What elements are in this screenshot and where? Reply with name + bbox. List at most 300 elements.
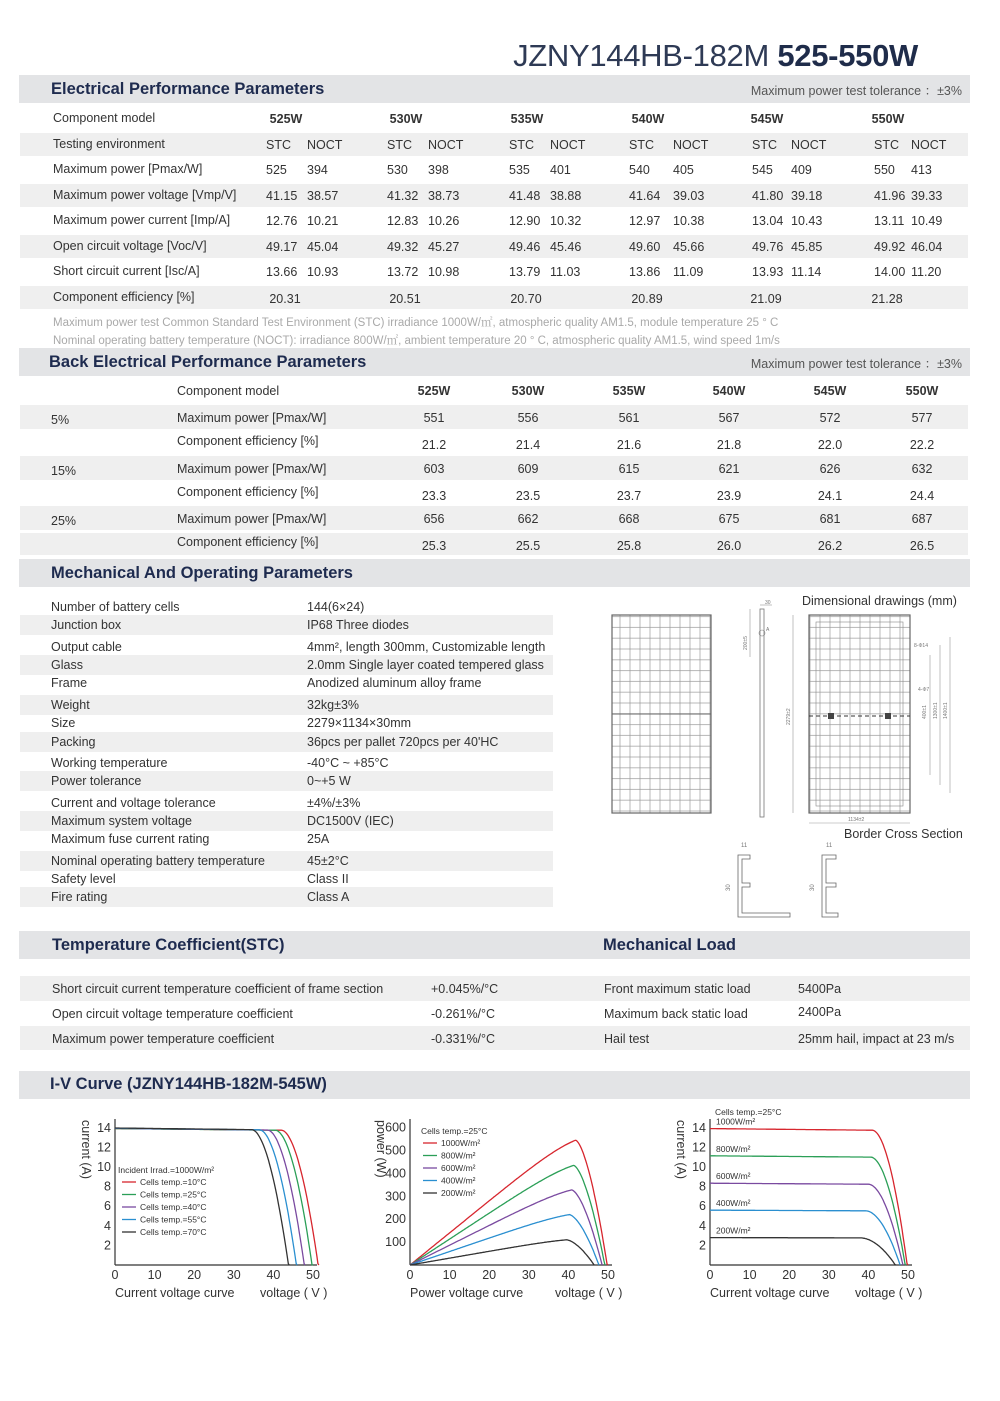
temperature-row-label: Maximum power temperature coefficient (52, 1032, 275, 1046)
y-tick-label: 10 (692, 1160, 706, 1175)
mechanical-row-label: Nominal operating battery temperature (51, 854, 266, 868)
electrical-value: 11.14 (791, 265, 822, 279)
electrical-value: 45.46 (550, 240, 582, 254)
electrical-value: 39.18 (791, 189, 823, 203)
mechanical-row-value: Class A (307, 890, 350, 904)
electrical-value: 10.98 (428, 265, 460, 279)
y-tick-label: 8 (104, 1179, 111, 1194)
mechanical-row-label: Power tolerance (51, 774, 142, 788)
y-tick-label: 10 (97, 1160, 111, 1175)
back-model-header: 525W (417, 384, 451, 398)
mechanical-row-value: 4mm², length 300mm, Customizable length (307, 640, 546, 654)
mechanical-row-label: Working temperature (51, 756, 168, 770)
iv-section-bar (19, 1071, 970, 1099)
panel-side-view (743, 600, 772, 817)
electrical-row-label: Component model (53, 111, 156, 125)
bifacial-gain-label: 5% (51, 413, 70, 427)
y-axis-label: current (A) (674, 1120, 688, 1180)
series-line-2 (410, 1190, 602, 1265)
mechanical-row-label: Junction box (51, 618, 122, 632)
model-header: 540W (631, 112, 665, 126)
electrical-value: 39.33 (911, 189, 943, 203)
series-line-3 (410, 1215, 599, 1265)
back-model-header: 535W (612, 384, 646, 398)
frame-cross-section-2 (810, 843, 838, 917)
dim-400-label: 400±1 (922, 705, 928, 719)
hole-4-label: 4-Φ7 (918, 687, 930, 693)
model-header: 535W (510, 112, 544, 126)
curve-label: 1000W/m² (716, 1116, 756, 1127)
electrical-value: 14.00 (874, 265, 906, 279)
electrical-value: 13.93 (752, 265, 784, 279)
electrical-value: 41.64 (629, 189, 661, 203)
y-tick-label: 14 (97, 1120, 111, 1135)
electrical-value: 11.03 (550, 265, 581, 279)
y-tick-label: 2 (104, 1238, 111, 1253)
back-power-value: 556 (517, 411, 539, 425)
iv-chart-temperature (70, 1100, 340, 1310)
x-tick-label: 0 (111, 1268, 119, 1282)
electrical-value: 409 (791, 163, 812, 177)
noct-note: Nominal operating battery temperature (NOCT): irradiance 800W/㎡, ambient temperature 20 ° C, atmospheric quality AM1.5, wind speed 1m/s (53, 335, 780, 347)
electrical-row-label: Component efficiency [%] (53, 290, 195, 304)
legend-label: Cells temp.=25°C (140, 1189, 207, 1200)
electrical-value: 38.57 (307, 189, 339, 203)
efficiency-value: 21.28 (871, 292, 903, 306)
back-efficiency-value: 21.6 (616, 438, 642, 452)
model-name: JZNY144HB-182M (513, 38, 770, 73)
electrical-value: NOCT (911, 138, 947, 152)
back-power-label: Maximum power [Pmax/W] (177, 411, 327, 425)
back-efficiency-label: Component efficiency [%] (177, 535, 319, 549)
panel-back-view (786, 615, 950, 823)
x-tick-label: 10 (147, 1268, 162, 1282)
load-row-value: 25mm hail, impact at 23 m/s (798, 1032, 955, 1046)
legend-label: 1000W/m² (441, 1138, 481, 1148)
electrical-value: 12.97 (629, 214, 661, 228)
mechanical-row-label: Maximum fuse current rating (51, 832, 210, 846)
legend-label: Cells temp.=40°C (140, 1202, 207, 1212)
x-tick-label: 40 (861, 1268, 876, 1282)
back-power-value: 567 (718, 411, 740, 425)
mechanical-row-value: Class II (307, 872, 349, 886)
back-power-value: 551 (423, 411, 445, 425)
dim-200-label: 200±5 (743, 636, 749, 650)
back-efficiency-value: 21.4 (515, 438, 541, 452)
electrical-value: NOCT (307, 138, 343, 152)
back-model-label: Component model (177, 384, 280, 398)
back-power-value: 577 (911, 411, 933, 425)
back-model-header: 545W (813, 384, 847, 398)
back-efficiency-value: 21.8 (716, 438, 742, 452)
electrical-row-label: Maximum power [Pmax/W] (53, 162, 203, 176)
back-efficiency-value: 23.9 (716, 489, 742, 503)
model-header: 550W (871, 112, 905, 126)
mechanical-row-value: Anodized aluminum alloy frame (307, 676, 482, 690)
back-section-bar (19, 348, 970, 376)
electrical-value: 530 (387, 163, 408, 177)
electrical-value: 11.20 (911, 265, 942, 279)
model-header: 525W (269, 112, 303, 126)
y-axis-label: power (W) (374, 1120, 388, 1178)
x-axis-caption: Current voltage curve (710, 1286, 830, 1300)
back-efficiency-value: 24.4 (909, 489, 935, 503)
back-model-header: 550W (905, 384, 939, 398)
electrical-value: STC (752, 138, 777, 152)
mechanical-section-bar (19, 559, 970, 587)
x-tick-label: 50 (601, 1268, 615, 1282)
legend-label: Cells temp.=55°C (140, 1214, 207, 1225)
back-power-value: 687 (911, 512, 933, 526)
temperature-row-value: +0.045%/°C (431, 982, 499, 996)
y-tick-label: 14 (692, 1120, 706, 1135)
y-tick-label: 600 (385, 1120, 406, 1135)
electrical-value: 13.79 (509, 265, 541, 279)
electrical-value: 41.80 (752, 189, 784, 203)
x-tick-label: 30 (521, 1268, 536, 1282)
y-tick-label: 6 (104, 1199, 111, 1214)
x-tick-label: 40 (561, 1268, 576, 1282)
electrical-value: 49.17 (266, 240, 298, 254)
mechanical-row-value: 32kg±3% (307, 698, 360, 712)
dim-1400-label: 1400±1 (943, 702, 949, 719)
back-power-value: 609 (517, 462, 539, 476)
load-section-title: Mechanical Load (603, 936, 736, 954)
back-efficiency-label: Component efficiency [%] (177, 434, 319, 448)
x-axis-label: voltage ( V ) (260, 1286, 328, 1300)
x-tick-label: 20 (782, 1268, 797, 1282)
bifacial-gain-label: 15% (51, 464, 77, 478)
mechanical-row-value: 25A (307, 832, 330, 846)
efficiency-value: 21.09 (750, 292, 782, 306)
mechanical-row-value: 45±2°C (307, 854, 349, 868)
efficiency-value: 20.70 (510, 292, 542, 306)
legend-title: Cells temp.=25°C (421, 1126, 488, 1136)
back-efficiency-value: 26.2 (817, 539, 843, 553)
electrical-row-label: Maximum power current [Imp/A] (53, 213, 231, 227)
legend-label: 600W/m² (441, 1163, 476, 1173)
series-line-4 (710, 1238, 896, 1265)
back-model-header: 540W (712, 384, 746, 398)
electrical-value: 10.38 (673, 214, 705, 228)
mechanical-row-value: 2279×1134×30mm (307, 716, 412, 730)
temperature-row-value: -0.261%/°C (431, 1007, 496, 1021)
electrical-value: 49.92 (874, 240, 906, 254)
y-tick-label: 4 (699, 1218, 706, 1233)
y-tick-label: 400 (385, 1166, 406, 1181)
panel-front-view (612, 615, 711, 813)
temperature-section-title: Temperature Coefficient(STC) (52, 936, 285, 954)
electrical-value: 45.04 (307, 240, 339, 254)
drawing-title: Dimensional drawings (mm) (802, 594, 957, 608)
iv-section-title: I-V Curve (JZNY144HB-182M-545W) (50, 1075, 327, 1093)
electrical-value: 41.15 (266, 189, 298, 203)
x-tick-label: 30 (226, 1268, 241, 1282)
back-efficiency-label: Component efficiency [%] (177, 485, 319, 499)
back-power-value: 675 (718, 512, 740, 526)
efficiency-value: 20.89 (631, 292, 663, 306)
back-efficiency-value: 22.0 (817, 438, 843, 452)
mechanical-row-label: Number of battery cells (51, 600, 180, 614)
electrical-value: 11.09 (673, 265, 704, 279)
cross-section-title: Border Cross Section (844, 827, 963, 841)
mechanical-row-value: IP68 Three diodes (307, 618, 409, 632)
x-axis-label: voltage ( V ) (855, 1286, 923, 1300)
frame-cross-section-1 (726, 843, 790, 917)
back-power-value: 615 (618, 462, 640, 476)
electrical-value: 413 (911, 163, 932, 177)
electrical-value: 45.27 (428, 240, 460, 254)
page-title (513, 38, 918, 74)
electrical-value: 550 (874, 163, 895, 177)
load-row-value: 5400Pa (798, 982, 842, 996)
back-efficiency-value: 24.1 (817, 489, 843, 503)
y-tick-label: 6 (699, 1199, 706, 1214)
dim-2279-label: 2279±2 (786, 708, 792, 725)
mechanical-row-label: Frame (51, 676, 88, 690)
electrical-value: STC (874, 138, 899, 152)
electrical-value: 41.96 (874, 189, 906, 203)
electrical-value: 41.48 (509, 189, 541, 203)
curve-label: 400W/m² (716, 1198, 751, 1209)
legend-label: Cells temp.=10°C (140, 1177, 207, 1187)
y-tick-label: 300 (385, 1189, 406, 1204)
mechanical-row-label: Packing (51, 735, 96, 749)
mechanical-row-label: Current and voltage tolerance (51, 796, 216, 810)
dim-1300-label: 1300±1 (933, 702, 939, 719)
electrical-row-label: Short circuit current [Isc/A] (53, 264, 200, 278)
back-efficiency-value: 26.0 (716, 539, 742, 553)
y-axis-label: current (A) (79, 1120, 93, 1180)
electrical-value: 12.90 (509, 214, 541, 228)
electrical-value: 49.60 (629, 240, 661, 254)
back-efficiency-value: 23.7 (616, 489, 642, 503)
curve-label: 600W/m² (716, 1171, 751, 1182)
electrical-value: 45.66 (673, 240, 705, 254)
electrical-value: STC (509, 138, 534, 152)
electrical-row-label: Testing environment (53, 137, 165, 151)
x-tick-label: 40 (266, 1268, 281, 1282)
cs2-height-label: 30 (810, 884, 816, 891)
hole-8-label: 8-Φ14 (914, 643, 928, 649)
electrical-value: 398 (428, 163, 449, 177)
load-row-label: Maximum back static load (604, 1007, 748, 1021)
mechanical-row-value: DC1500V (IEC) (307, 814, 394, 828)
mechanical-row-label: Weight (51, 698, 90, 712)
legend-label: 800W/m² (441, 1150, 476, 1161)
model-header: 530W (389, 112, 423, 126)
iv-chart-irradiance (665, 1100, 935, 1310)
back-power-value: 561 (618, 411, 640, 425)
curve-label: 800W/m² (716, 1143, 751, 1154)
x-axis-caption: Power voltage curve (410, 1286, 524, 1300)
cs1-width-label: 11 (741, 843, 748, 849)
back-power-value: 656 (423, 512, 445, 526)
mechanical-row-label: Safety level (51, 872, 116, 886)
back-power-label: Maximum power [Pmax/W] (177, 512, 327, 526)
back-power-value: 572 (819, 411, 841, 425)
electrical-value: 10.93 (307, 265, 339, 279)
bifacial-gain-label: 25% (51, 514, 77, 528)
electrical-value: 49.76 (752, 240, 784, 254)
electrical-value: 401 (550, 163, 571, 177)
electrical-value: 10.32 (550, 214, 582, 228)
electrical-row-label: Open circuit voltage [Voc/V] (53, 239, 207, 253)
mechanical-row-label: Glass (51, 658, 83, 672)
x-tick-label: 10 (742, 1268, 757, 1282)
back-efficiency-value: 25.8 (616, 539, 642, 553)
y-tick-label: 8 (699, 1179, 706, 1194)
mechanical-row-label: Fire rating (51, 890, 108, 904)
back-efficiency-value: 23.3 (421, 489, 447, 503)
back-efficiency-value: 26.5 (909, 539, 935, 553)
mechanical-row-value: 0~+5 W (307, 774, 351, 788)
mechanical-row-label: Size (51, 716, 76, 730)
electrical-row-label: Maximum power voltage [Vmp/V] (53, 188, 237, 202)
electrical-value: 12.76 (266, 214, 298, 228)
efficiency-value: 20.31 (269, 292, 301, 306)
y-tick-label: 12 (97, 1140, 111, 1155)
electrical-value: 39.03 (673, 189, 705, 203)
detail-a-label: A (766, 627, 770, 633)
electrical-value: 13.72 (387, 265, 419, 279)
electrical-value: STC (266, 138, 291, 152)
electrical-value: 13.86 (629, 265, 661, 279)
y-tick-label: 100 (385, 1235, 406, 1250)
legend-label: 200W/m² (441, 1188, 476, 1198)
x-tick-label: 0 (706, 1268, 714, 1282)
back-power-value: 603 (423, 462, 445, 476)
x-tick-label: 20 (187, 1268, 202, 1282)
efficiency-value: 20.51 (389, 292, 421, 306)
y-tick-label: 500 (385, 1143, 406, 1158)
x-tick-label: 10 (442, 1268, 457, 1282)
electrical-value: NOCT (550, 138, 586, 152)
electrical-value: NOCT (673, 138, 709, 152)
cs2-width-label: 11 (826, 843, 833, 849)
x-tick-label: 0 (406, 1268, 414, 1282)
electrical-value: 540 (629, 163, 650, 177)
curve-label: 200W/m² (716, 1225, 751, 1236)
mechanical-row-label: Output cable (51, 640, 122, 654)
load-row-label: Hail test (604, 1032, 650, 1046)
electrical-value: 10.43 (791, 214, 823, 228)
electrical-value: 46.04 (911, 240, 943, 254)
dimensional-drawing (600, 595, 970, 925)
back-model-header: 530W (511, 384, 545, 398)
electrical-value: 10.26 (428, 214, 460, 228)
temperature-row-label: Open circuit voltage temperature coefficient (52, 1007, 293, 1021)
model-header: 545W (750, 112, 784, 126)
electrical-section-title: Electrical Performance Parameters (51, 80, 325, 98)
legend-title: Cells temp.=25°C (715, 1107, 782, 1117)
electrical-value: 12.83 (387, 214, 419, 228)
mechanical-row-stripe (20, 695, 553, 715)
back-power-value: 626 (819, 462, 841, 476)
electrical-value: 41.32 (387, 189, 419, 203)
back-efficiency-value: 22.2 (909, 438, 935, 452)
back-power-value: 621 (718, 462, 740, 476)
y-tick-label: 200 (385, 1212, 406, 1227)
y-tick-label: 2 (699, 1238, 706, 1253)
back-power-value: 668 (618, 512, 640, 526)
temperature-row-value: -0.331%/°C (431, 1032, 496, 1046)
electrical-value: 394 (307, 163, 328, 177)
power-range: 525-550W (777, 38, 918, 73)
dim-1134-label: 1134±2 (848, 817, 865, 823)
x-axis-caption: Current voltage curve (115, 1286, 235, 1300)
mechanical-section-title: Mechanical And Operating Parameters (51, 564, 353, 582)
x-tick-label: 30 (821, 1268, 836, 1282)
x-tick-label: 50 (306, 1268, 320, 1282)
electrical-value: 13.66 (266, 265, 298, 279)
back-power-value: 681 (819, 512, 841, 526)
series-line-2 (710, 1183, 903, 1265)
temperature-row-label: Short circuit current temperature coefficient of frame section (52, 982, 384, 996)
back-power-value: 662 (517, 512, 539, 526)
back-efficiency-value: 25.3 (421, 539, 447, 553)
load-row-value: 2400Pa (798, 1005, 842, 1019)
electrical-value: 535 (509, 163, 530, 177)
back-power-label: Maximum power [Pmax/W] (177, 462, 327, 476)
electrical-value: NOCT (428, 138, 464, 152)
back-efficiency-value: 21.2 (421, 438, 447, 452)
x-tick-label: 50 (901, 1268, 915, 1282)
electrical-value: 525 (266, 163, 287, 177)
load-row-label: Front maximum static load (604, 982, 751, 996)
electrical-value: 545 (752, 163, 773, 177)
mechanical-row-value: -40°C ~ +85°C (307, 756, 389, 770)
back-tolerance-note: Maximum power test tolerance ：±3% (750, 357, 962, 371)
electrical-value: 49.32 (387, 240, 419, 254)
electrical-value: STC (387, 138, 412, 152)
temperature-load-bar (19, 931, 970, 959)
cs1-height-label: 30 (726, 884, 732, 891)
mechanical-row-label: Maximum system voltage (51, 814, 193, 828)
electrical-value: 13.04 (752, 214, 784, 228)
y-tick-label: 12 (692, 1140, 706, 1155)
back-efficiency-value: 25.5 (515, 539, 541, 553)
back-power-value: 632 (911, 462, 933, 476)
electrical-section-bar (19, 75, 970, 103)
mechanical-row-value: 2.0mm Single layer coated tempered glass (307, 658, 544, 672)
electrical-value: 13.11 (874, 214, 905, 228)
legend-title: Incident Irrad.=1000W/m² (118, 1165, 215, 1175)
x-tick-label: 20 (482, 1268, 497, 1282)
series-line-4 (410, 1240, 594, 1265)
electrical-value: 49.46 (509, 240, 541, 254)
back-section-title: Back Electrical Performance Parameters (49, 353, 367, 371)
pv-chart-irradiance (365, 1100, 635, 1310)
dim-30-label: 30 (765, 600, 771, 606)
electrical-value: 10.21 (307, 214, 339, 228)
mechanical-row-value: 144(6×24) (307, 600, 365, 614)
electrical-value: STC (629, 138, 654, 152)
electrical-value: 38.88 (550, 189, 582, 203)
legend-label: Cells temp.=70°C (140, 1227, 207, 1237)
electrical-value: 10.49 (911, 214, 943, 228)
mechanical-row-value: ±4%/±3% (307, 796, 361, 810)
y-tick-label: 4 (104, 1218, 111, 1233)
x-axis-label: voltage ( V ) (555, 1286, 623, 1300)
electrical-value: 405 (673, 163, 694, 177)
electrical-value: NOCT (791, 138, 827, 152)
legend-label: 400W/m² (441, 1175, 476, 1186)
electrical-value: 38.73 (428, 189, 460, 203)
mechanical-row-value: 36pcs per pallet 720pcs per 40'HC (307, 735, 499, 749)
back-efficiency-value: 23.5 (515, 489, 541, 503)
stc-note: Maximum power test Common Standard Test Environment (STC) irradiance 1000W/㎡, atmospheric quality AM1.5, module temperature 25 ° C (53, 317, 779, 329)
